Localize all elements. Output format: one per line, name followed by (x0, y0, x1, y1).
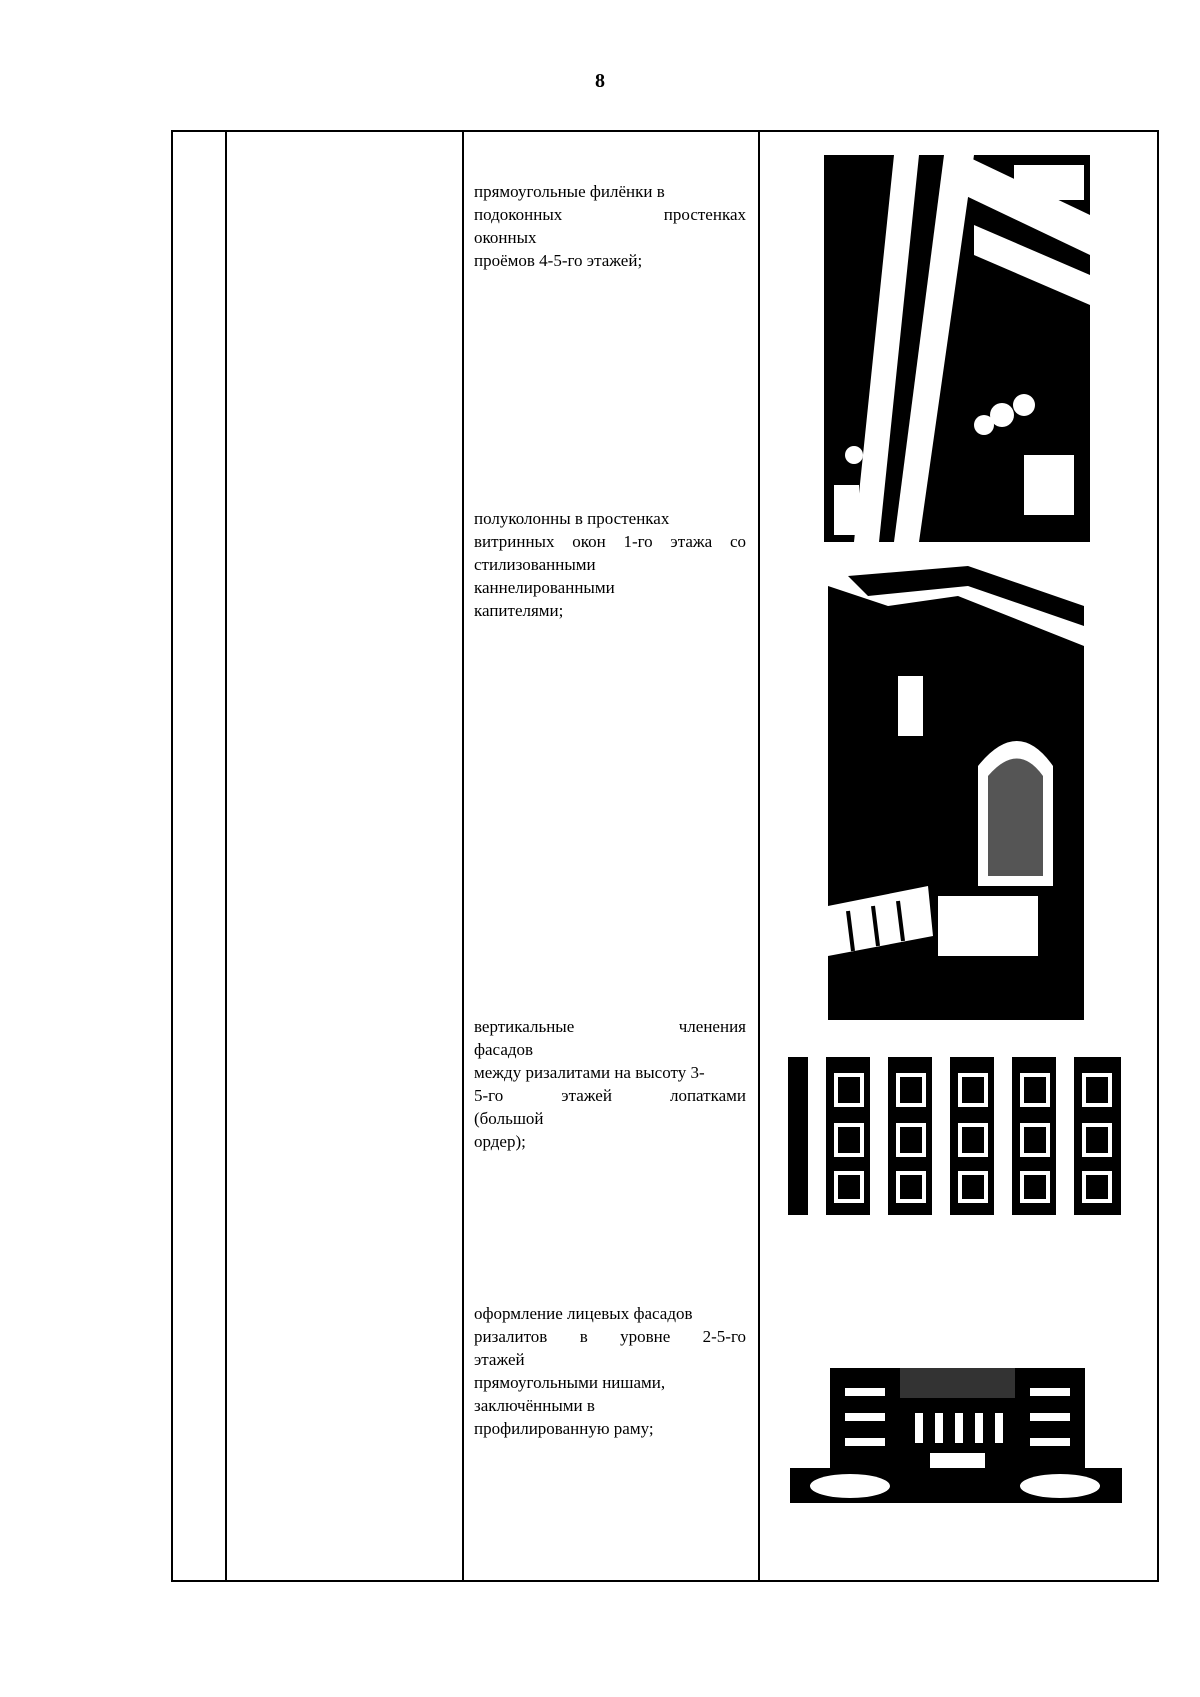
feature-description (474, 1302, 746, 1440)
table-column-divider (225, 132, 227, 1580)
table-column-divider (462, 132, 464, 1580)
text-line: прямоугольными нишами, (474, 1373, 666, 1392)
text-line: (большой (474, 1109, 544, 1128)
text-line: прямоугольные филёнки в (474, 182, 665, 201)
text-line: ордер); (474, 1132, 526, 1151)
text-line: оформление лицевых фасадов (474, 1304, 693, 1323)
text-line: профилированную раму; (474, 1419, 654, 1438)
corner-facade-photo-icon (828, 566, 1084, 1020)
text-line: каннелированными (474, 578, 615, 597)
table-column-divider (758, 132, 760, 1580)
text-line: между ризалитами на высоту 3- (474, 1063, 705, 1082)
building-front-photo-icon (790, 1328, 1122, 1503)
text-line: вертикальные членения (474, 1017, 746, 1036)
text-line: ризалитов в уровне 2-5-го (474, 1327, 746, 1346)
feature-description (474, 180, 746, 272)
text-line: полуколонны в простенках (474, 509, 670, 528)
text-line: фасадов (474, 1040, 534, 1059)
text-line: витринных окон 1-го этажа со (474, 532, 746, 551)
text-line: этажей (474, 1350, 525, 1369)
text-line: заключёнными в (474, 1396, 595, 1415)
text-line: стилизованными (474, 555, 596, 574)
text-line: проёмов 4-5-го этажей; (474, 251, 643, 270)
feature-description (474, 507, 746, 622)
building-facade-photo-icon (824, 155, 1090, 542)
windows-facade-photo-icon (788, 1045, 1121, 1231)
text-line: 5-го этажей лопатками (474, 1086, 746, 1105)
text-line: капителями; (474, 601, 564, 620)
feature-description (474, 1015, 746, 1153)
page-number: 8 (595, 70, 605, 92)
text-line: подоконных простенках (474, 205, 746, 224)
text-line: оконных (474, 228, 537, 247)
